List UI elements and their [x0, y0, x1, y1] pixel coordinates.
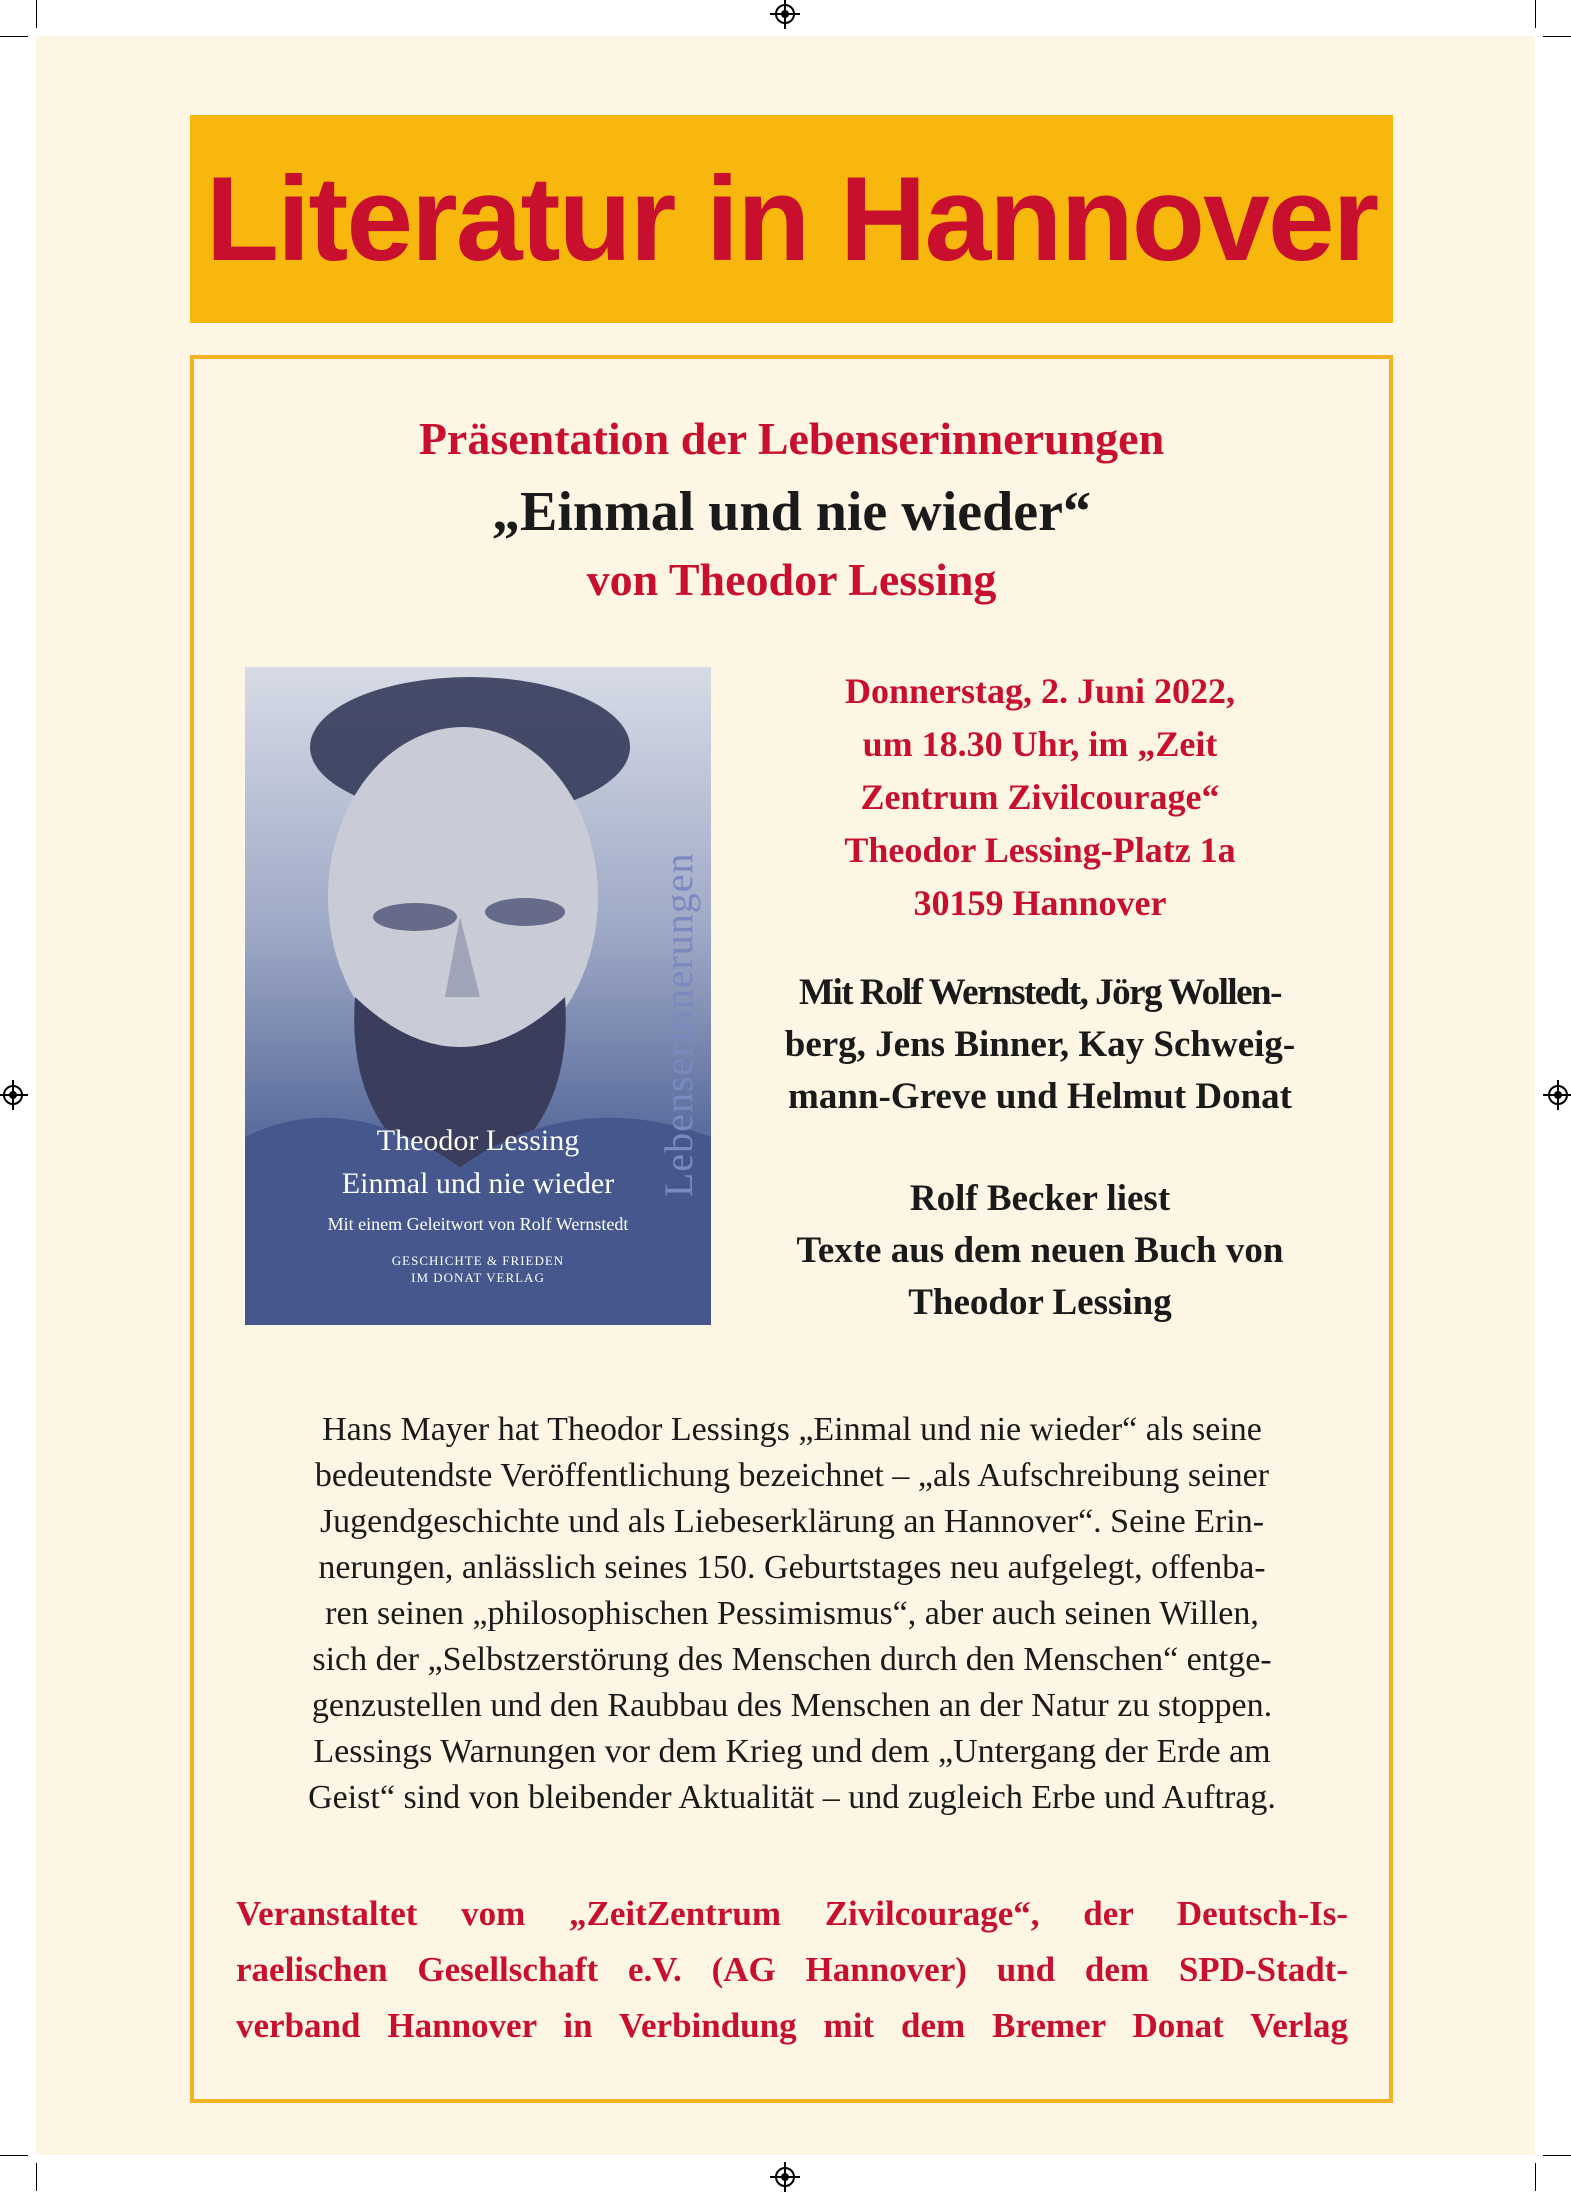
event-detail-line: 30159 Hannover: [913, 883, 1167, 923]
organizers-paragraph: [236, 1886, 1348, 2054]
reading-info: [740, 1173, 1340, 1329]
participants-line: berg, Jens Binner, Kay Schweig-: [784, 1024, 1296, 1065]
event-detail-line: Zentrum Zivilcourage“: [860, 777, 1220, 817]
description-line: Lessings Warnungen vor dem Krieg und dem „Untergang der Erde am: [313, 1733, 1271, 1770]
cover-publisher-line1: GESCHICHTE & FRIEDEN: [391, 1253, 565, 1268]
event-heading-line3: von Theodor Lessing: [586, 554, 997, 605]
event-heading-line1: Präsentation der Lebenserinnerungen: [418, 413, 1165, 464]
participants-line: mann-Greve und Helmut Donat: [788, 1076, 1292, 1117]
cover-publisher-line2: IM DONAT VERLAG: [411, 1270, 545, 1285]
title-banner: [190, 115, 1393, 323]
event-detail-line: Donnerstag, 2. Juni 2022,: [844, 671, 1236, 711]
cover-publisher: [245, 1252, 711, 1286]
crop-mark-top-right: [1543, 36, 1571, 37]
event-detail-line: Theodor Lessing-Platz 1a: [844, 830, 1236, 870]
description-line: genzustellen und den Raubbau des Menschen an der Natur zu stoppen.: [311, 1687, 1273, 1724]
crop-mark-top-left: [0, 36, 28, 37]
description-line: sich der „Selbstzerstörung des Menschen durch den Menschen“ entge-: [312, 1641, 1272, 1678]
reading-line: Rolf Becker liest: [909, 1178, 1171, 1219]
crop-mark-bottom-right-v: [1535, 2163, 1536, 2191]
event-detail-line: um 18.30 Uhr, im „Zeit: [862, 724, 1218, 764]
reading-line: Theodor Lessing: [908, 1282, 1172, 1323]
participants: [740, 967, 1340, 1123]
participants-line: Mit Rolf Wernstedt, Jörg Wollen-: [799, 972, 1281, 1013]
description-paragraph: [236, 1407, 1348, 1821]
reading-line: Texte aus dem neuen Buch von: [796, 1230, 1284, 1271]
organizers-line: Veranstaltet vom „ZeitZentrum Zivilcourage“, der Deutsch-Is-: [236, 1894, 1348, 1933]
event-details: [740, 665, 1340, 930]
cover-title: Einmal und nie wieder: [341, 1167, 615, 1200]
organizers-line: verband Hannover in Verbindung mit dem Bremer Donat Verlag: [236, 2006, 1348, 2045]
book-cover-image: [245, 667, 711, 1325]
crop-mark-top-right-v: [1535, 0, 1536, 28]
crop-mark-top-left-v: [36, 0, 37, 28]
page-title: Literatur in Hannover: [205, 152, 1378, 286]
crop-mark-bottom-left-v: [36, 2163, 37, 2191]
cover-vertical-label: Lebenserinnerungen: [656, 852, 701, 1197]
description-line: Geist“ sind von bleibender Aktualität – und zugleich Erbe und Auftrag.: [308, 1779, 1276, 1816]
description-line: Jugendgeschichte und als Liebeserklärung an Hannover“. Seine Erin-: [319, 1503, 1265, 1540]
crop-mark-bottom-left: [0, 2155, 28, 2156]
description-line: nerungen, anlässlich seines 150. Geburtstages neu aufgelegt, offenba-: [318, 1549, 1266, 1586]
description-line: bedeutendste Veröffentlichung bezeichnet – „als Aufschreibung seiner: [314, 1457, 1270, 1494]
cover-author: Theodor Lessing: [376, 1124, 580, 1157]
description-line: ren seinen „philosophischen Pessimismus“, aber auch seinen Willen,: [325, 1595, 1259, 1632]
registration-mark-icon: [775, 2167, 795, 2187]
crop-mark-bottom-right: [1543, 2155, 1571, 2156]
description-line: Hans Mayer hat Theodor Lessings „Einmal und nie wieder“ als seine: [322, 1411, 1262, 1448]
registration-mark-icon: [3, 1085, 23, 1105]
book-title-heading: „Einmal und nie wieder“: [492, 481, 1091, 543]
organizers-line: raelischen Gesellschaft e.V. (AG Hannover) und dem SPD-Stadt-: [236, 1950, 1348, 1989]
registration-mark-icon: [1548, 1085, 1568, 1105]
cover-subtitle: Mit einem Geleitwort von Rolf Wernstedt: [327, 1214, 629, 1234]
registration-mark-icon: [775, 4, 795, 24]
